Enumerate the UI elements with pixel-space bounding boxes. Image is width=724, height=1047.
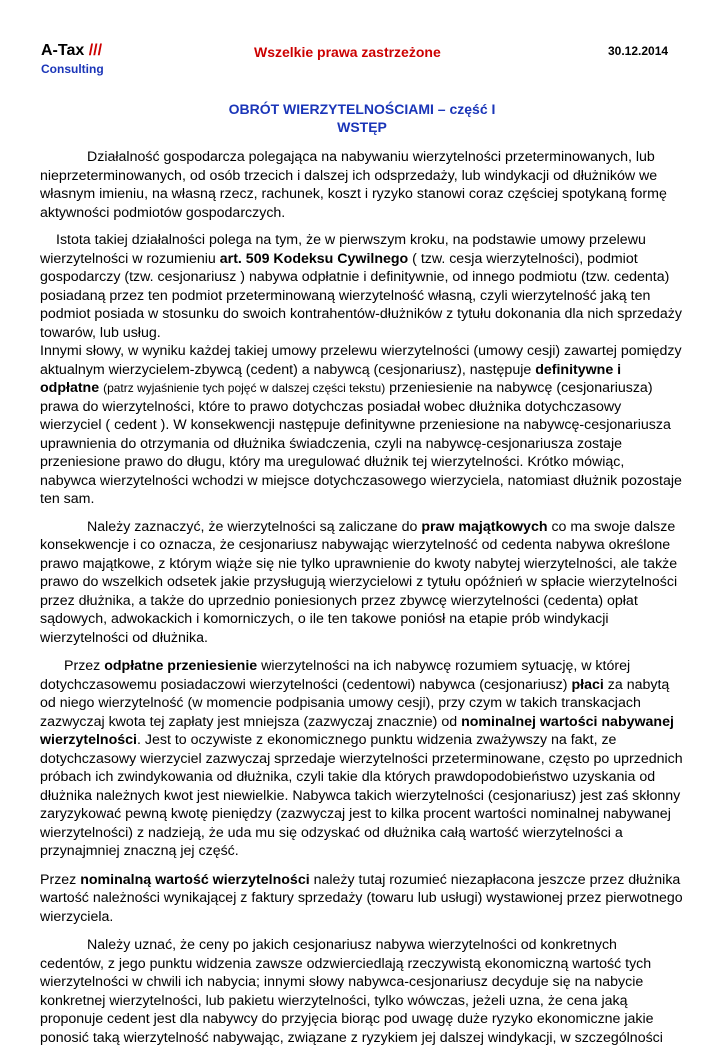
text-run: wierzytelności na ich nabywcę rozumiem sytuację, w której dotychczasowemu posiadaczowi wierzytelności (cedentowi) nabywca (cesjonariusz) bbox=[40, 658, 631, 693]
text-run: Innymi słowy, w wyniku każdej takiej umowy przelewu wierzytelności (umowy cesji) zawartej pomiędzy aktualnym wierzycielem-zbywcą (cedent) a nabywcą (cesjonariusz), następuje bbox=[40, 343, 682, 378]
brand-slashes: /// bbox=[88, 42, 103, 59]
text-run: przeniesienie na nabywcę (cesjonariusza) prawa do wierzytelności, które to prawo dotychczas posiadał wobec dłużnika dotychczasowy wierzyciel ( cedent ). W konsekwencji następuje definitywne przeniesione na nabywcę-cesjonariusza uprawnienia do otrzymania od dłużnika świadczenia, czyli na nabywcę-cesjonariusza zostaje przeniesione prawo do długu, który ma uregulować dłużnik tej wierzytelności. Krótko mówiąc, nabywca wierzytelności wchodzi w miejsce dotychczasowego wierzyciela, natomiast dłużnik pozostaje ten sam. bbox=[40, 380, 682, 507]
brand-name: A-Tax bbox=[41, 42, 85, 59]
bold-text: nominalnej wartości nabywanej wierzytelności bbox=[40, 713, 674, 748]
document-body bbox=[40, 148, 684, 1047]
bold-text: art. 509 Kodeksu Cywilnego bbox=[219, 250, 409, 267]
text-run: za nabytą od niego wierzytelność (w momencie podpisania umowy cesji), przy czym w takich transkacjach zazwyczaj kwota tej zapłaty jest mniejsza (zazwyczaj znacznie) od bbox=[40, 676, 670, 730]
document-title: OBRÓT WIERZYTELNOŚCIAMI – część I bbox=[228, 101, 496, 117]
text-run: ( tzw. cesja wierzytelności), podmiot gospodarczy (tzw. cesjonariusz ) nabywa odpłatnie i definitywnie, od innego podmiotu (tzw. cedenta) posiadaną przez ten podmiot przeterminowaną wierzytelność własną, czyli wierzytelność jaką ten podmiot posiada w stosunku do swoich kontrahentów-dłużników z tytułu dokonania dla nich sprzedaży towarów, lub usług. bbox=[40, 250, 682, 341]
document-date: 30.12.2014 bbox=[608, 44, 669, 58]
bold-text: odpłatne przeniesienie bbox=[104, 658, 258, 674]
brand-subtitle: Consulting bbox=[41, 62, 104, 76]
text-run: Należy zaznaczyć, że wierzytelności są zaliczane do bbox=[87, 518, 422, 535]
rights-notice: Wszelkie prawa zastrzeżone bbox=[254, 44, 441, 60]
paragraph-6 bbox=[40, 871, 684, 927]
text-run: . Jest to oczywiste z ekonomicznego punktu widzenia zważywszy na fakt, ze dotychczasowy wierzyciel zazwyczaj sprzedaje wierzytelności przeterminowane, często po uprzednich próbach ich zwindykowania od dłużnika, czyli takie dla których prawdopodobieństwo uzyskania od dłużnika należnych kwot jest niewielkie. Nabywca takich wierzytelności (cesjonariusz) jest zaś skłonny zaryzykować pewną kwotę pieniędzy (zazwyczaj jest to kilka procent wartości nominalnej nabywanej wierzytelności) z nadzieją, że uda mu się odzyskać od dłużnika całą wartość wierzytelności a przynajmniej znaczną jej część. bbox=[40, 732, 683, 859]
section-title: WSTĘP bbox=[337, 119, 387, 135]
company-logo bbox=[41, 42, 102, 60]
bold-text: praw majątkowych bbox=[421, 518, 548, 535]
text-run: Przez bbox=[40, 871, 81, 888]
paragraph-4 bbox=[40, 518, 684, 648]
small-text: (patrz wyjaśnienie tych pojęć w dalszej części tekstu) bbox=[103, 381, 386, 395]
bold-text: nominalną wartość wierzytelności bbox=[80, 871, 310, 888]
paragraph-2 bbox=[40, 231, 684, 342]
bold-text: płaci bbox=[571, 676, 604, 693]
bold-text: definitywne i odpłatne bbox=[40, 361, 622, 396]
text-run: Istota takiej działalności polega na tym, że w pierwszym kroku, na podstawie umowy przelewu wierzytelności w rozumieniu bbox=[40, 232, 646, 267]
paragraph-5 bbox=[40, 657, 684, 861]
text-run: należy tutaj rozumieć niezapłacona jeszcze przez dłużnika wartość należności wynikającej z faktury sprzedaży (towaru lub usługi) wystawionej przez pierwotnego wierzyciela. bbox=[40, 871, 683, 925]
paragraph-1: Działalność gospodarcza polegająca na nabywaniu wierzytelności przeterminowanych, lub nieprzeterminowanych, od osób trzecich i dalszej ich odsprzedaży, lub windykacji od dłużników we własnym imieniu, na własną rzecz, rachunek, koszt i ryzyko stanowi coraz częściej spotykaną formę aktywności podmiotów gospodarczych. bbox=[40, 149, 667, 221]
paragraph-3 bbox=[40, 342, 684, 509]
paragraph-7: Należy uznać, że ceny po jakich cesjonariusz nabywa wierzytelności od konkretnych cedentów, z jego punktu widzenia zawsze odzwierciedlają rzeczywistą ekonomiczną wartość tych wierzytelności w chwili ich nabycia; innymi słowy nabywca-cesjonariusz decyduje się na nabycie konkretnej wierzytelności, lub pakietu wierzytelności, tylko wówczas, jeżeli uzna, że cena jaką proponuje cedent jest dla nabywcy do przyjęcia biorąc pod uwagę duże ryzyko ekonomiczne jakie ponosić taką wierzytelność nabywając, związane z ryzykiem jej dalszej windykacji, w szczególności bbox=[40, 937, 663, 1046]
text-run: Przez bbox=[64, 658, 105, 674]
text-run: co ma swoje dalsze konsekwencje i co oznacza, że cesjonariusz nabywając wierzytelność od cedenta nabywa określone prawo majątkowe, z którym wiąże się nie tylko uprawnienie do kwoty nabytej wierzytelności, ale także prawo do wszelkich odsetek jakie przysługują wierzycielowi z tytułu opóźnień w spłacie wierzytelności przez dłużnika, a także do uprzednio poniesionych przez zbywcę wierzytelności (cedenta) opłat sądowych, adwokackich i komorniczych, o ile ten takowe poniósł na etapie prób windykacji wierzytelności od dłużnika. bbox=[40, 518, 678, 646]
